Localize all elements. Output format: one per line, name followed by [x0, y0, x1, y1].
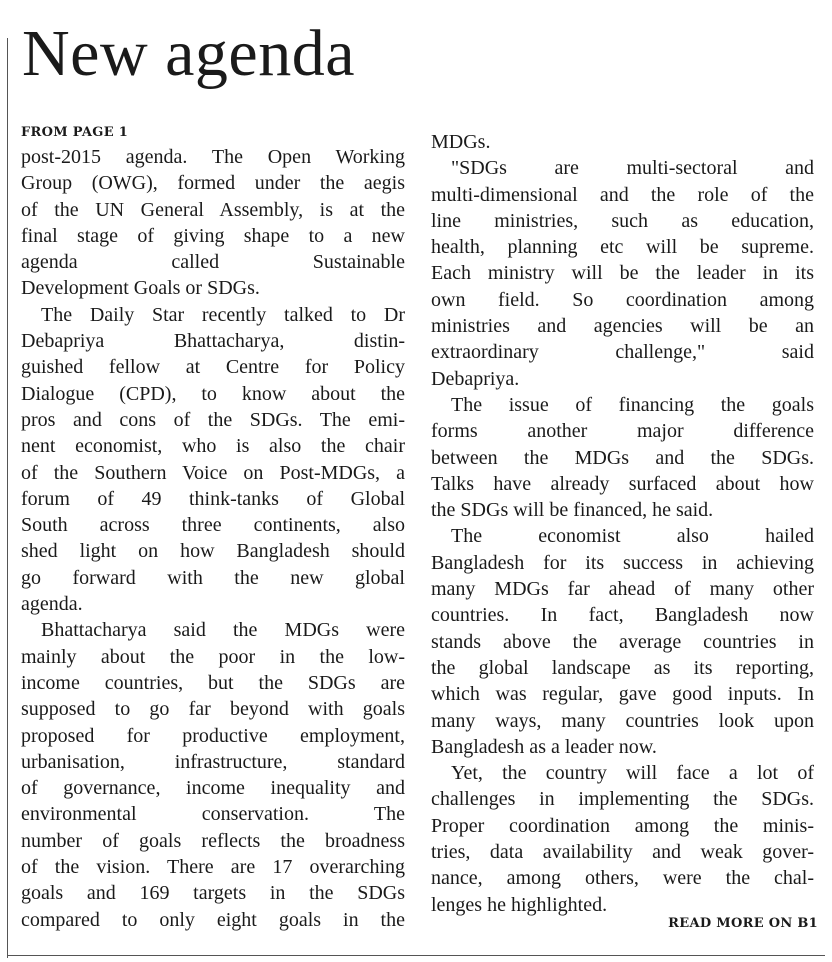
text-line: of the Southern Voice on Post-MDGs, a: [21, 461, 405, 484]
text-line: pros and cons of the SDGs. The emi-: [21, 408, 405, 431]
text-line: extraordinary challenge," said: [431, 341, 814, 364]
text-line: final stage of giving shape to a new: [21, 224, 405, 247]
text-line: Talks have already surfaced about how: [431, 472, 814, 495]
text-line: Each ministry will be the leader in its: [431, 262, 814, 285]
left-column-body: [21, 144, 405, 933]
text-line: lenges he highlighted.: [431, 893, 608, 916]
article-column-right: [431, 129, 814, 918]
text-line: stands above the average countries in: [431, 630, 814, 653]
text-line: Proper coordination among the minis-: [431, 814, 814, 837]
read-more-jump: READ MORE ON B1: [668, 916, 818, 931]
text-line: health, planning etc will be supreme.: [431, 236, 814, 259]
text-line: between the MDGs and the SDGs.: [431, 446, 814, 469]
text-line: environmental conservation. The: [21, 803, 405, 826]
text-line: shed light on how Bangladesh should: [21, 540, 405, 563]
text-line: challenges in implementing the SDGs.: [431, 788, 814, 811]
text-line: agenda called Sustainable: [21, 251, 405, 274]
headline: New agenda: [22, 17, 356, 90]
text-line: goals and 169 targets in the SDGs: [21, 882, 405, 905]
text-line: mainly about the poor in the low-: [21, 645, 405, 668]
article-column-left: [21, 124, 405, 933]
text-line: "SDGs are multi-sectoral and: [451, 157, 814, 180]
text-line: forum of 49 think-tanks of Global: [21, 487, 405, 510]
text-line: the SDGs will be financed, he said.: [431, 499, 714, 522]
text-line: of governance, income inequality and: [21, 777, 405, 800]
text-line: the global landscape as its reporting,: [431, 656, 814, 679]
text-line: guished fellow at Centre for Policy: [21, 356, 405, 379]
text-line: line ministries, such as education,: [431, 209, 814, 232]
column-rule-left: [7, 38, 8, 958]
text-line: Yet, the country will face a lot of: [451, 762, 814, 785]
text-line: post-2015 agenda. The Open Working: [21, 146, 405, 168]
text-line: Development Goals or SDGs.: [21, 277, 260, 300]
right-column-body: [431, 129, 814, 918]
bottom-rule: [7, 955, 825, 956]
text-line: of the vision. There are 17 overarching: [21, 856, 405, 879]
text-line: supposed to go far beyond with goals: [21, 698, 405, 721]
text-line: go forward with the new global: [21, 566, 405, 589]
jump-line-from: FROM PAGE 1: [21, 125, 129, 140]
text-line: Bhattacharya said the MDGs were: [41, 619, 405, 642]
text-line: ministries and agencies will be an: [431, 315, 814, 338]
text-line: Group (OWG), formed under the aegis: [21, 172, 405, 195]
text-line: compared to only eight goals in the: [21, 908, 405, 931]
text-line: which was regular, gave good inputs. In: [431, 683, 814, 706]
text-line: number of goals reflects the broadness: [21, 829, 405, 852]
text-line: Debapriya Bhattacharya, distin-: [21, 330, 405, 353]
text-line: agenda.: [21, 593, 83, 616]
text-line: forms another major difference: [431, 420, 814, 443]
text-line: Bangladesh for its success in achieving: [431, 551, 814, 574]
text-line: nance, among others, were the chal-: [431, 867, 814, 890]
text-line: The Daily Star recently talked to Dr: [41, 303, 405, 326]
text-line: income countries, but the SDGs are: [21, 671, 405, 694]
text-line: Bangladesh as a leader now.: [431, 735, 657, 758]
text-line: Debapriya.: [431, 367, 520, 390]
text-line: of the UN General Assembly, is at the: [21, 198, 405, 221]
text-line: own field. So coordination among: [431, 288, 814, 311]
text-line: countries. In fact, Bangladesh now: [431, 604, 814, 627]
text-line: many MDGs far ahead of many other: [431, 578, 814, 601]
text-line: The economist also hailed: [451, 525, 814, 548]
text-line: Dialogue (CPD), to know about the: [21, 382, 405, 405]
text-line: The issue of financing the goals: [451, 393, 814, 416]
text-line: urbanisation, infrastructure, standard: [21, 750, 405, 773]
text-line: many ways, many countries look upon: [431, 709, 814, 732]
text-line: MDGs.: [431, 131, 491, 153]
text-line: multi-dimensional and the role of the: [431, 183, 814, 206]
text-line: proposed for productive employment,: [21, 724, 405, 747]
text-line: nent economist, who is also the chair: [21, 435, 405, 458]
text-line: tries, data availability and weak gover-: [431, 841, 814, 864]
text-line: South across three continents, also: [21, 514, 405, 537]
